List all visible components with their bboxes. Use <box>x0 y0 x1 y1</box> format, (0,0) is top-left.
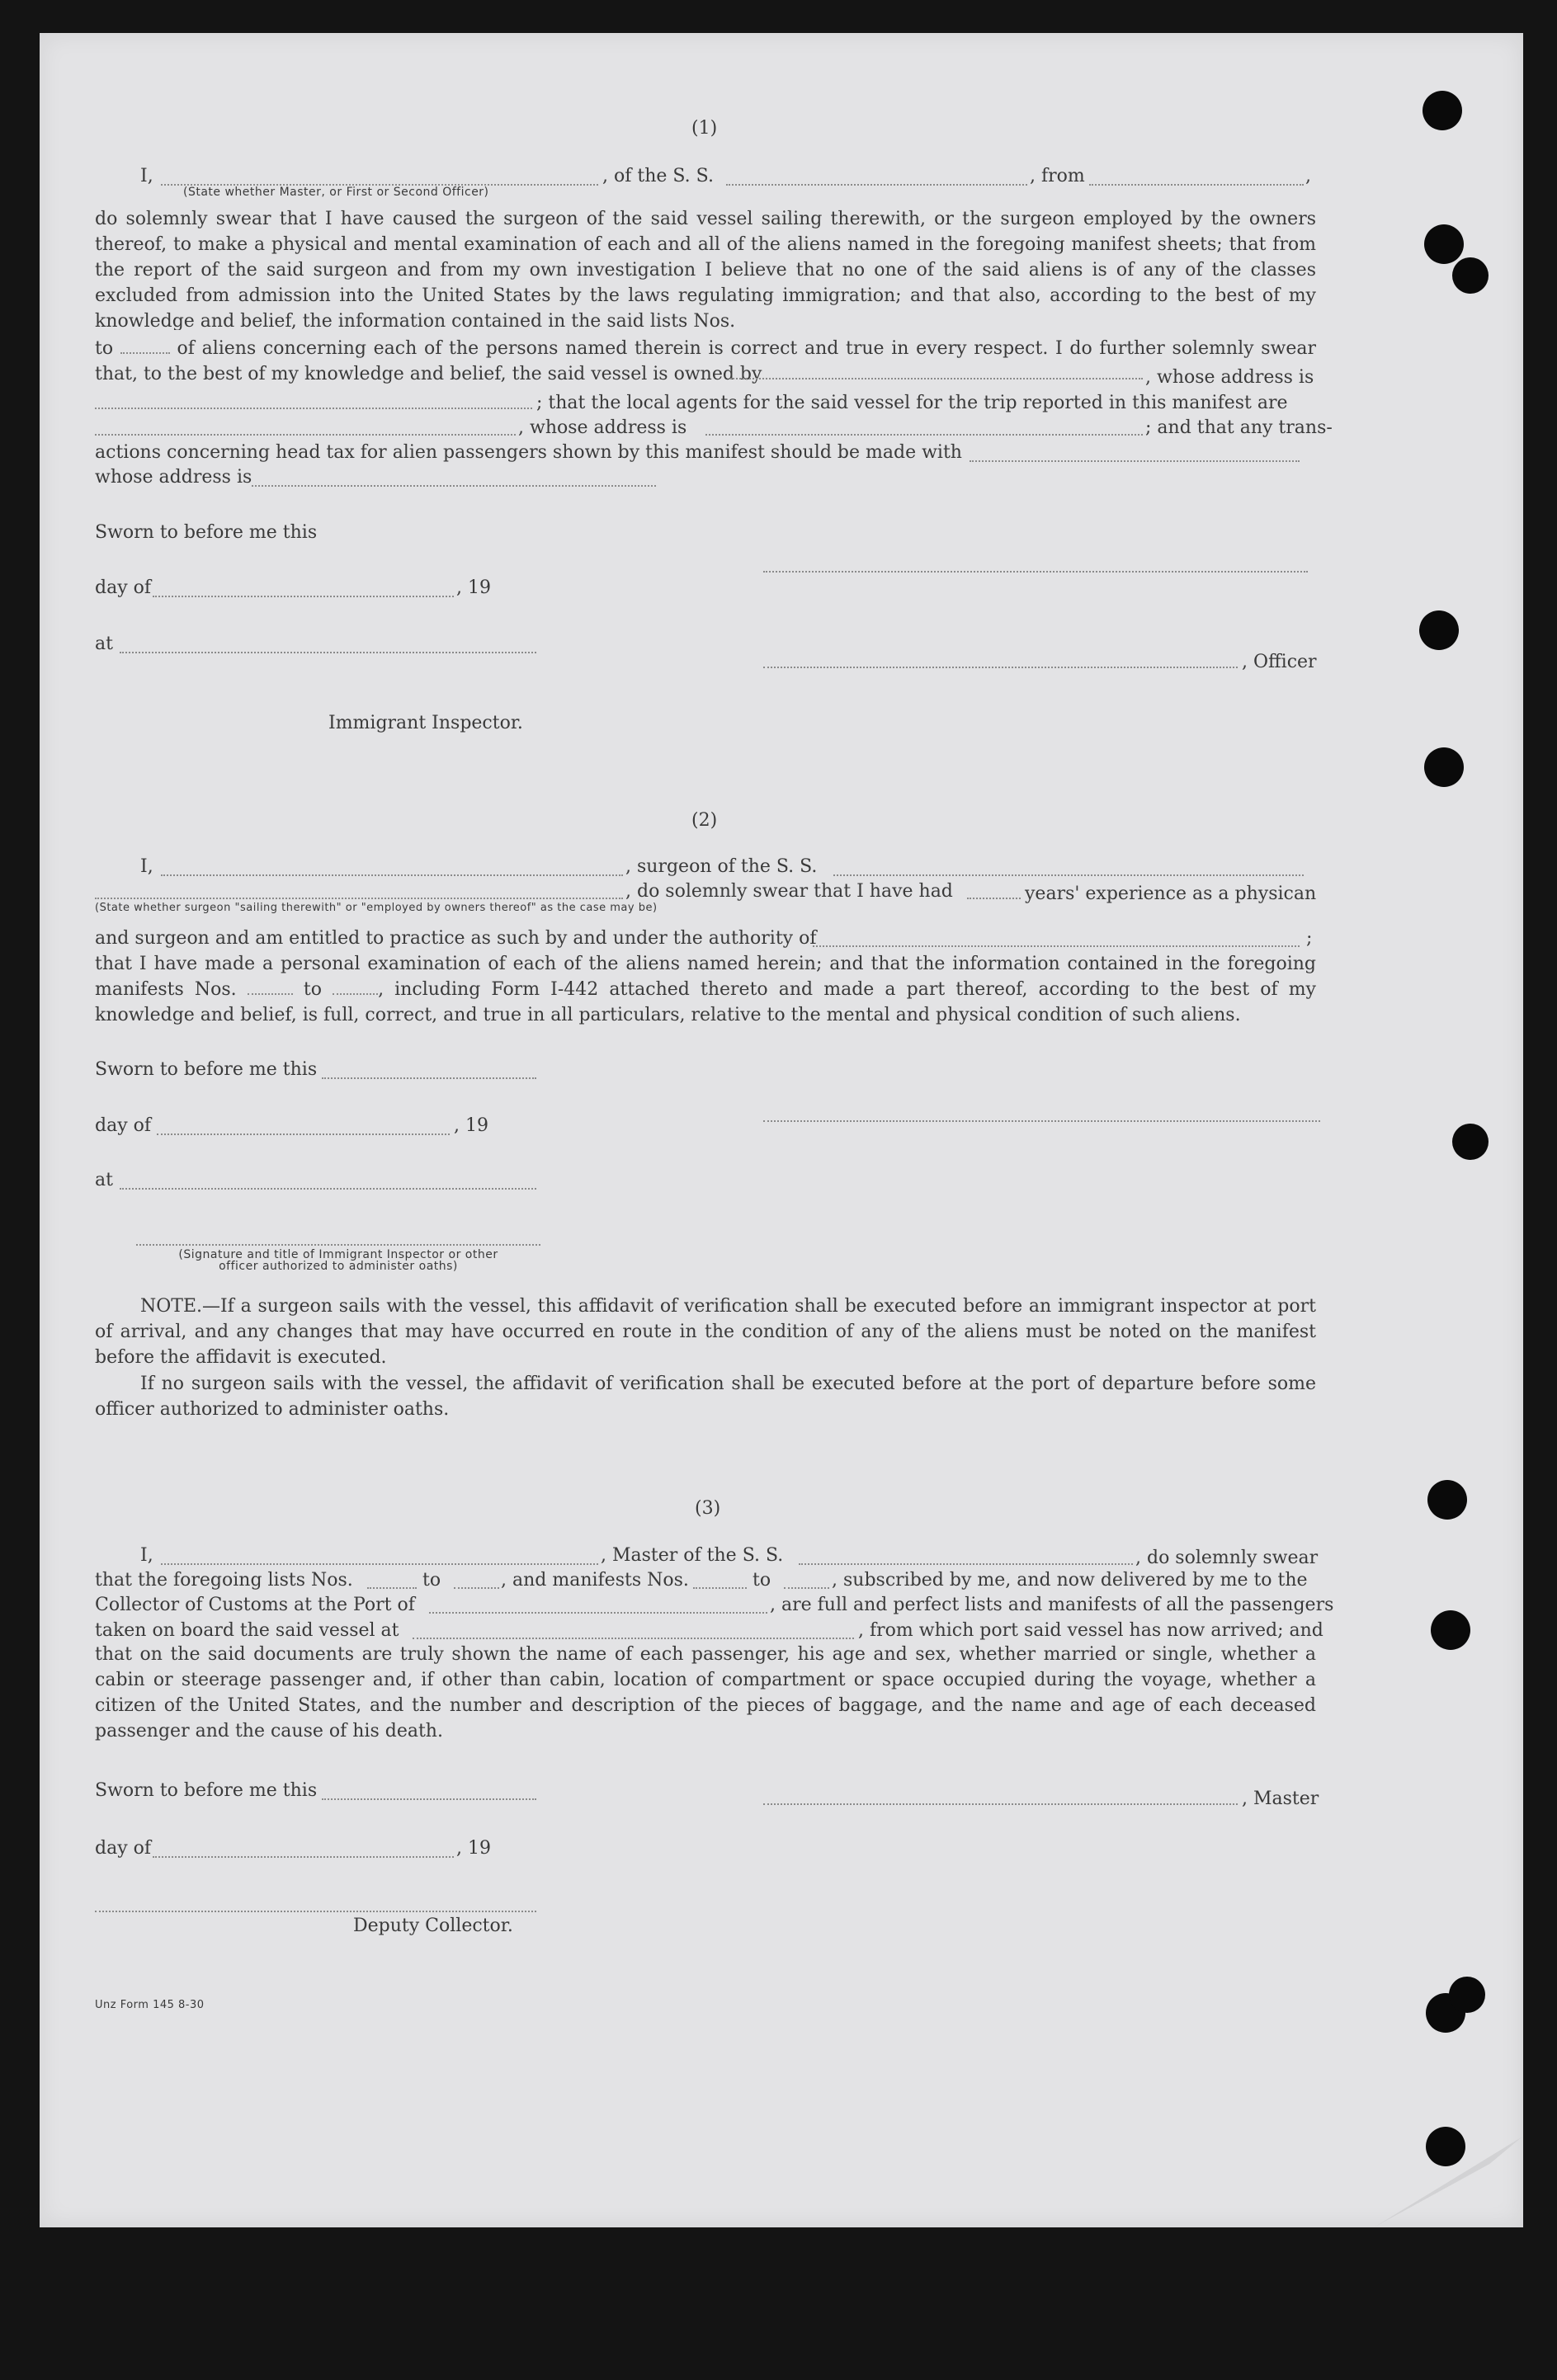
at-label-1: at <box>95 634 113 654</box>
inspector-signature-field-2[interactable] <box>136 1244 540 1246</box>
collector-signature-field[interactable] <box>95 1911 536 1912</box>
section-3-i: I, <box>140 1545 153 1566</box>
sworn-label-2: Sworn to before me this <box>95 1059 318 1080</box>
day-of-label-3: day of <box>95 1838 152 1859</box>
swear-had-label: , do solemnly swear that I have had <box>625 881 953 902</box>
master-name-field[interactable] <box>161 1563 598 1565</box>
authority-semicolon: ; <box>1306 928 1313 949</box>
lists-to-field[interactable] <box>454 1587 499 1589</box>
binder-hole <box>1449 1977 1485 2013</box>
lists-label: that the foregoing lists Nos. <box>95 1570 353 1591</box>
local-agents-field[interactable] <box>95 434 516 436</box>
officer-label: , Officer <box>1242 652 1317 672</box>
place-field-1[interactable] <box>120 652 536 653</box>
year-label-2: , 19 <box>454 1115 488 1136</box>
collector-label: Collector of Customs at the Port of <box>95 1595 415 1615</box>
years-experience-label: years' experience as a physican <box>1025 884 1317 904</box>
section-2-number: (2) <box>691 810 718 831</box>
note-paragraph: NOTE.—If a surgeon sails with the vessel, this affidavit of verification shall be executed before an immigrant inspector at port of arrival, and any changes that may have occurred en route in the condition of any of the aliens must be noted on the manifest before the affidavit is executed. <box>95 1296 1316 1368</box>
arrived-label: , from which port said vessel has now arrived; and <box>858 1620 1323 1641</box>
binder-hole <box>1452 1124 1489 1160</box>
binder-hole <box>1452 257 1489 294</box>
lists-to-label: to <box>422 1570 441 1591</box>
section-2-body: that I have made a personal examination of each of the aliens named herein; and that the information contained in the foregoing manifests Nos. to , including Form I-442 attached thereto and made a part thereof, according to the best of my knowledge and belief, is full, correct, and true in all particulars, relative to the mental and physical condition of such aliens. <box>95 954 1316 1025</box>
section-1-line2: to of aliens concerning each of the persons named therein is correct and true in every respect. I do further solemnly swear that, to the best of my knowledge and belief, the said vessel is owned by <box>95 338 1316 384</box>
binder-hole <box>1424 747 1464 787</box>
binder-hole <box>1424 224 1464 264</box>
years-experience-field[interactable] <box>967 898 1021 899</box>
deputy-collector-label: Deputy Collector. <box>353 1916 513 1936</box>
transactions-label-b: actions concerning head tax for alien passengers shown by this manifest should be made with <box>95 442 962 463</box>
whose-address-label-1: , whose address is <box>1145 367 1314 388</box>
do-swear-label: , do solemnly swear <box>1135 1548 1319 1568</box>
surgeon-status-caption: (State whether surgeon "sailing therewith" or "employed by owners thereof" as the case may be) <box>95 902 658 914</box>
note-paragraph-2: If no surgeon sails with the vessel, the affidavit of verification shall be executed before at the port of departure before some officer authorized to administer oaths. <box>95 1374 1316 1420</box>
year-label-3: , 19 <box>456 1838 491 1859</box>
signature-field-1[interactable] <box>763 571 1308 573</box>
binder-hole <box>1423 91 1462 130</box>
of-the-ss-label: , of the S. S. <box>602 166 714 186</box>
whose-address-label-3: whose address is <box>95 467 252 488</box>
at-label-2: at <box>95 1170 113 1190</box>
binder-hole <box>1426 2127 1465 2166</box>
day-field-1[interactable] <box>153 596 454 597</box>
surgeon-of-label: , surgeon of the S. S. <box>625 856 818 877</box>
head-tax-address-field[interactable] <box>252 485 656 487</box>
section-1-body: do solemnly swear that I have caused the surgeon of the said vessel sailing therewith, or the surgeon employed by the owners thereof, to make a physical and mental examination of each and all of the aliens named in the foregoing manifest sheets; that from the report of the said surgeon and from my own investigation I believe that no one of the said aliens is of any of the classes excluded from admission into the United States by the laws regulating immigration; and that also, according to the best of my knowledge and belief, the information contained in the said lists Nos. <box>95 209 1316 330</box>
departure-port-field[interactable] <box>413 1638 854 1639</box>
transactions-label-a: ; and that any trans- <box>1145 417 1333 438</box>
officer-rank-caption: (State whether Master, or First or Second Officer) <box>183 186 489 199</box>
officer-signature-field[interactable] <box>763 667 1238 668</box>
year-label-1: , 19 <box>456 577 491 598</box>
signature-field-2[interactable] <box>763 1120 1320 1122</box>
section-2-i: I, <box>140 856 153 877</box>
owner-address-field[interactable] <box>95 408 532 409</box>
manifests-label: , and manifests Nos. <box>501 1570 689 1591</box>
manifests-to-label: to <box>753 1570 771 1591</box>
agents-address-field[interactable] <box>705 434 1143 436</box>
day-field-3[interactable] <box>153 1856 454 1858</box>
authority-label: and surgeon and am entitled to practice as such by and under the authority of <box>95 928 817 949</box>
sworn-label-1: Sworn to before me this <box>95 522 318 543</box>
head-tax-field[interactable] <box>970 460 1300 462</box>
section-3-number: (3) <box>695 1498 721 1519</box>
master-signature-field[interactable] <box>763 1803 1238 1805</box>
sworn-date-field-3[interactable] <box>322 1798 536 1800</box>
day-of-label-1: day of <box>95 577 152 598</box>
form-number: Unz Form 145 8-30 <box>95 1999 205 2011</box>
section-3-body: that on the said documents are truly shown the name of each passenger, his age and sex, whether married or single, whether a cabin or steerage passenger and, if other than cabin, location of compartment or space occupied during the voyage, whether a citizen of the United States, and the number and description of the pieces of baggage, and the name and age of each deceased passenger and the cause of his death. <box>95 1644 1316 1741</box>
section-1-i: I, <box>140 166 153 186</box>
port-field[interactable] <box>429 1612 767 1614</box>
day-of-label-2: day of <box>95 1115 152 1136</box>
sworn-label-3: Sworn to before me this <box>95 1780 318 1801</box>
from-label: , from <box>1030 166 1085 186</box>
vessel-name-field-2[interactable] <box>833 874 1304 876</box>
subscribed-label: , subscribed by me, and now delivered by me to the <box>832 1570 1308 1591</box>
lists-from-field[interactable] <box>367 1587 417 1589</box>
full-lists-label: , are full and perfect lists and manifests of all the passengers <box>770 1595 1334 1615</box>
vessel-name-field-1[interactable] <box>726 184 1027 186</box>
authority-field[interactable] <box>813 945 1300 947</box>
place-field-2[interactable] <box>120 1188 536 1190</box>
taken-on-board-label: taken on board the said vessel at <box>95 1620 399 1641</box>
trailing-comma: , <box>1305 166 1311 186</box>
surgeon-name-field[interactable] <box>161 874 623 876</box>
master-label: , Master <box>1242 1789 1319 1809</box>
binder-hole <box>1431 1610 1470 1650</box>
binder-hole <box>1419 610 1459 650</box>
vessel-name-field-3[interactable] <box>799 1563 1133 1565</box>
master-of-label: , Master of the S. S. <box>601 1545 784 1566</box>
inspector-label-1: Immigrant Inspector. <box>328 713 523 733</box>
signature-caption: (Signature and title of Immigrant Inspector or other officer authorized to administer oaths) <box>178 1248 498 1273</box>
manifests-from-field[interactable] <box>693 1587 747 1589</box>
manifests-to-field[interactable] <box>784 1587 829 1589</box>
local-agents-label: ; that the local agents for the said vessel for the trip reported in this manifest are <box>536 393 1288 413</box>
surgeon-status-field[interactable] <box>95 898 623 899</box>
section-1-number: (1) <box>691 118 718 139</box>
owner-field[interactable] <box>730 378 1143 379</box>
binder-hole <box>1427 1480 1467 1520</box>
day-field-2[interactable] <box>157 1133 450 1135</box>
from-port-field[interactable] <box>1089 184 1304 186</box>
whose-address-label-2: , whose address is <box>518 417 687 438</box>
sworn-date-field-2[interactable] <box>322 1077 536 1079</box>
